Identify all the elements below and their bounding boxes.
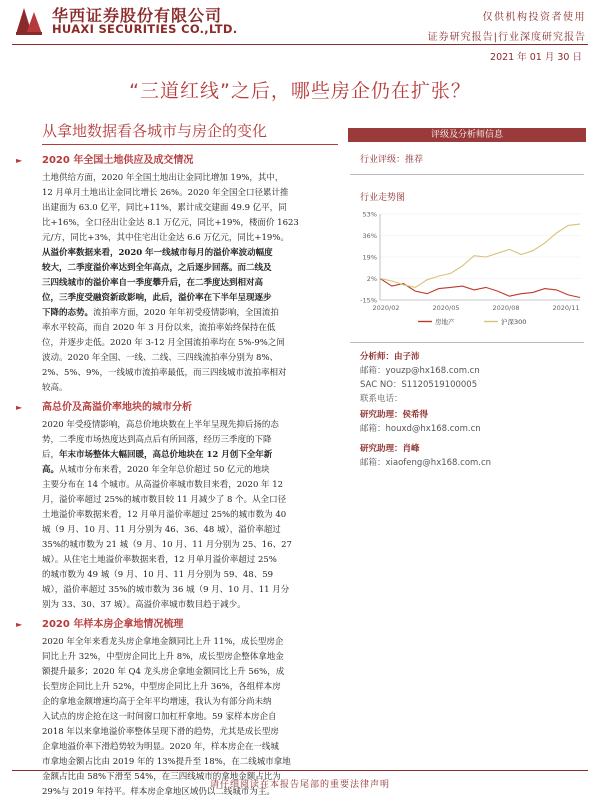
text-line: 2020 年受疫情影响，高总价地块数在上半年呈现先抑后扬的态 [42,420,279,430]
text-line: 12 月单月土地出让金同比增长 26%。2020 年全国全口径累计推 [42,188,289,198]
assistant-role: 研究助理： [360,444,403,454]
text-line-mixed [42,463,338,478]
text-line: 35%的城市数为 21 城（9 月、10 月、11 月分别为 25、16、27 [42,540,292,550]
text-line: 2%、5%、9%，一线城市流拍率最低，而三四线城市流拍率相对 [42,368,287,378]
chart-legend-label: 房地产 [435,318,455,326]
section-heading-text: 2020 年样本房企拿地情况梳理 [42,618,184,630]
text-line: 金额占比由 58%下滑至 54%，在三四线城市的拿地金额占比为 [42,772,281,782]
assistant-name: 肖峰 [402,444,420,454]
chart-x-tick-label: 2020/11 [552,304,580,312]
text-line: 企的拿地金额增速均高于全年平均增速，我认为有部分尚未纳 [42,697,272,707]
analyst-email[interactable] [360,364,480,376]
text-line: 城（9 月、10 月、11 月分别为 46、36、48 城），溢价率超过 [42,525,281,535]
text-line-mixed [42,306,338,321]
analyst-sac-text: SAC NO：S1120519100005 [360,380,478,390]
assistant-email-text[interactable]: 邮箱：xiaofeng@hx168.com.cn [360,458,492,468]
section-heading-text: 高总价及高溢价率地块的城市分析 [42,401,192,413]
section-heading [16,399,338,415]
text-span-bold: 高。 [42,465,60,475]
legal-notice: 请仔细阅读在本报告尾部的重要法律声明 [209,780,390,790]
text-line: 29%与 2019 年持平。样本房企拿地区域仍以二线城市为主。 [42,787,275,797]
assistant-email-text[interactable]: 邮箱：houxd@hx168.com.cn [360,424,481,434]
text-line: 的城市数为 49 城（9 月、10 月、11 月分别为 59、48、59 [42,570,274,580]
text-line: 2018 年以来拿地溢价率整体呈现下滑的趋势，尤其是成长型房 [42,727,279,737]
report-summary [16,152,338,800]
analyst-phone-text: 联系电话： [360,394,403,404]
text-line: 比+16%，全口径出让金达 8.1 万亿元，同比+19%，楼面价 1623 [42,218,299,228]
panel-divider [350,174,584,175]
chart-y-tick-label: 53% [362,210,377,219]
brand-name-en: HUAXI SECURITIES CO.,LTD. [52,22,238,36]
section-paragraph [42,635,338,800]
text-line: 城），溢价率超过 35%的城市数为 36 城（9 月、10 月、11 月分 [42,585,290,595]
report-category: 证券研究报告|行业深度研究报告 [427,32,586,43]
text-line: 率水平较高，而自 2020 年 3 月份以来，流拍率始终保持在低 [42,323,276,333]
analyst-role: 分析师： [360,352,395,362]
text-span-bold: 年末市场整体大幅回暖，高总价地块在 12 月创下全年新 [59,450,273,460]
text-line: 土地溢价率数据来看，12 月单月溢价率超过 25%的城市数为 40 [42,510,287,520]
chart-y-tick-label: 2% [366,275,377,283]
chart-x-tick-label: 2020/05 [432,304,460,312]
text-line: 土地供给方面，2020 年全国土地出让金同比增加 19%，其中， [42,173,284,183]
panel-divider [350,342,584,343]
text-line: 月，溢价率超过 25%的城市数目较 11 月减少了 8 个。从全口径 [42,495,287,505]
section-paragraph [42,171,338,396]
analyst-name: 由子沛 [394,352,420,362]
brand-name-cn: 华西证券股份有限公司 [52,6,223,25]
header-divider [12,44,588,45]
chart-series-line [380,279,580,298]
assistant-email[interactable] [360,456,491,468]
assistant-block [360,442,420,454]
assistant-name: 侯希得 [402,410,429,420]
text-span-bold: 下降的态势。 [42,308,94,318]
text-line: 长型房企同比上升 52%，中型房企同比上升 36%，各组样本房 [42,682,281,692]
subtitle-underline [42,144,338,145]
section-heading-text: 2020 年全国土地供应及成交情况 [42,154,194,166]
text-line-bold: 三四线城市的溢价率自一季度攀升后，在二季度达到相对高 [42,278,264,288]
text-line: 市拿地金额占比由 2019 年的 13%提升至 18%，在二线城市拿地 [42,757,291,767]
text-line: 位，并逐步走低。2020 年 3-12 月全国流拍率均在 5%-9%之间 [42,338,285,348]
text-line-mixed [42,448,338,463]
chart-y-tick-label: 36% [362,232,377,240]
text-span: 从城市分布来看，2020 年全年总价超过 50 亿元的地块 [59,465,270,475]
chart-label: 行业走势图 [360,193,406,203]
huaxi-logo-icon [12,4,46,38]
text-span: 流拍率方面，2020 年年初受疫情影响，全国流拍 [93,308,279,318]
chart-y-tick-label: -15% [360,296,377,305]
analyst-email-text[interactable]: 邮箱：youzp@hx168.com.cn [360,366,480,376]
chart-y-tick-label: 19% [362,253,377,262]
analyst-sac [360,378,477,390]
report-date: 2021 年 01 月 30 日 [490,52,582,63]
industry-trend-chart [352,208,586,332]
triangle-bullet-icon: ► [16,155,23,165]
chart-legend-label: 沪深300 [501,318,527,326]
chart-x-tick-label: 2020/02 [372,304,400,312]
section-heading [16,152,338,168]
text-line-bold: 较大，二季度溢价率达到全年高点，之后逐步回落。而二线及 [42,263,272,273]
footer-divider [12,770,588,771]
text-line: 企拿地溢价率下滑趋势较为明显。2020 年，样本房企在一线城 [42,742,279,752]
assistant-email[interactable] [360,422,481,434]
chart-series-line [380,224,580,287]
text-line: 额提升最多；2020 年 Q4 龙头房企拿地金额同比上升 56%，成 [42,667,285,677]
chart-x-tick-label: 2020/08 [492,304,520,312]
text-line: 2020 年全年来看龙头房企拿地金额同比上升 11%，成长型房企 [42,637,284,647]
audience-note: 仅供机构投资者使用 [482,12,586,23]
text-line: 出建面为 63.0 亿平，同比+11%，累计成交建面 49.9 亿平，同 [42,203,287,213]
text-line: 波动。2020 年全国、一线、二线、三四线流拍率分别为 8%、 [42,353,279,363]
analyst-block [360,350,420,362]
text-line: 较高。 [42,383,68,393]
text-line-bold: 从溢价率数据来看，2020 年一线城市每月的溢价率波动幅度 [42,248,273,258]
text-span: 后， [42,450,60,460]
text-line: 主要分布在 14 个城市。从高溢价率城市数目来看，2020 年 12 [42,480,284,490]
industry-rating: 行业评级：推荐 [360,155,424,165]
section-heading [16,616,338,632]
text-line: 别为 33、30、37 城）。高溢价率城市数目趋于减少。 [42,600,246,610]
assistant-block [360,408,428,420]
report-subtitle: 从拿地数据看各城市与房企的变化 [42,122,268,140]
analyst-phone [360,392,403,404]
triangle-bullet-icon: ► [16,619,23,629]
triangle-bullet-icon: ► [16,402,23,412]
section-paragraph [42,418,338,613]
text-line-bold: 位，三季度受融资新政影响，此后，溢价率在下半年呈现逐步 [42,293,272,303]
assistant-role: 研究助理： [360,410,403,420]
rating-panel-header: 评级及分析师信息 [348,128,586,142]
text-line: 元/方，同比+3%，其中住宅出让金达 6.6 万亿元，同比+19%。 [42,233,289,243]
text-line: 城）。从住宅土地溢价率数据来看，12 月单月溢价率超过 25% [42,555,277,565]
text-line: 势，二季度市场热度达到高点后有所回落，经历三季度的下降 [42,435,272,445]
report-title: “三道红线”之后，哪些房企仍在扩张？ [129,80,471,102]
text-line: 入试点的房企抢在这一时间窗口加杠杆拿地。59 家样本房企自 [42,712,277,722]
text-line: 同比上升 32%，中型房企同比上升 8%，成长型房企整体拿地金 [42,652,284,662]
